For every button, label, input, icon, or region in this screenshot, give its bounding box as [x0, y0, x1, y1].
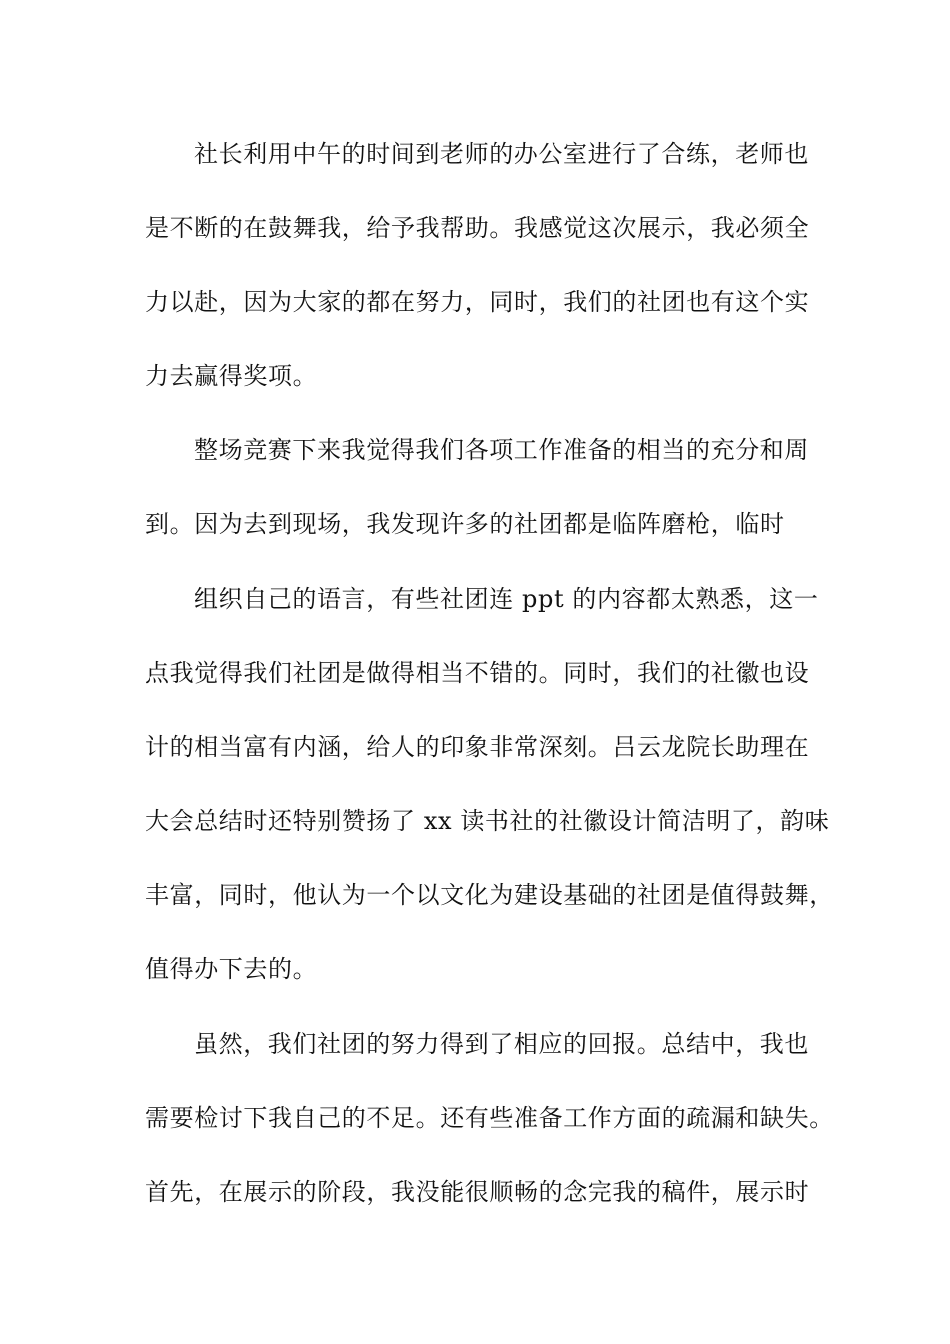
paragraph-4-line-3: 首先，在展示的阶段，我没能很顺畅的念完我的稿件，展示时 [145, 1178, 810, 1206]
paragraph-2-line-1: 整场竞赛下来我觉得我们各项工作准备的相当的充分和周 [194, 436, 809, 464]
paragraph-1-line-2: 是不断的在鼓舞我，给予我帮助。我感觉这次展示，我必须全 [145, 214, 810, 242]
paragraph-3-line-6: 值得办下去的。 [145, 955, 318, 983]
paragraph-3-line-5: 丰富，同时，他认为一个以文化为建设基础的社团是值得鼓舞， [145, 881, 834, 909]
paragraph-4-line-1: 虽然，我们社团的努力得到了相应的回报。总结中，我也 [194, 1030, 809, 1058]
paragraph-3-line-3: 计的相当富有内涵，给人的印象非常深刻。吕云龙院长助理在 [145, 733, 810, 761]
paragraph-1-line-1: 社长利用中午的时间到老师的办公室进行了合练，老师也 [194, 140, 809, 168]
paragraph-1-line-4: 力去赢得奖项。 [145, 362, 318, 390]
paragraph-3-line-4: 大会总结时还特别赞扬了 xx 读书社的社徽设计简洁明了，韵味 [145, 807, 830, 835]
paragraph-1-line-3: 力以赴，因为大家的都在努力，同时，我们的社团也有这个实 [145, 288, 810, 316]
paragraph-2-line-2: 到。因为去到现场，我发现许多的社团都是临阵磨枪，临时 [145, 510, 785, 538]
paragraph-3-line-2: 点我觉得我们社团是做得相当不错的。同时，我们的社徽也设 [145, 659, 810, 687]
paragraph-4-line-2: 需要检讨下我自己的不足。还有些准备工作方面的疏漏和缺失。 [145, 1104, 834, 1132]
paragraph-3-line-1: 组织自己的语言，有些社团连 ppt 的内容都太熟悉，这一 [194, 585, 819, 613]
